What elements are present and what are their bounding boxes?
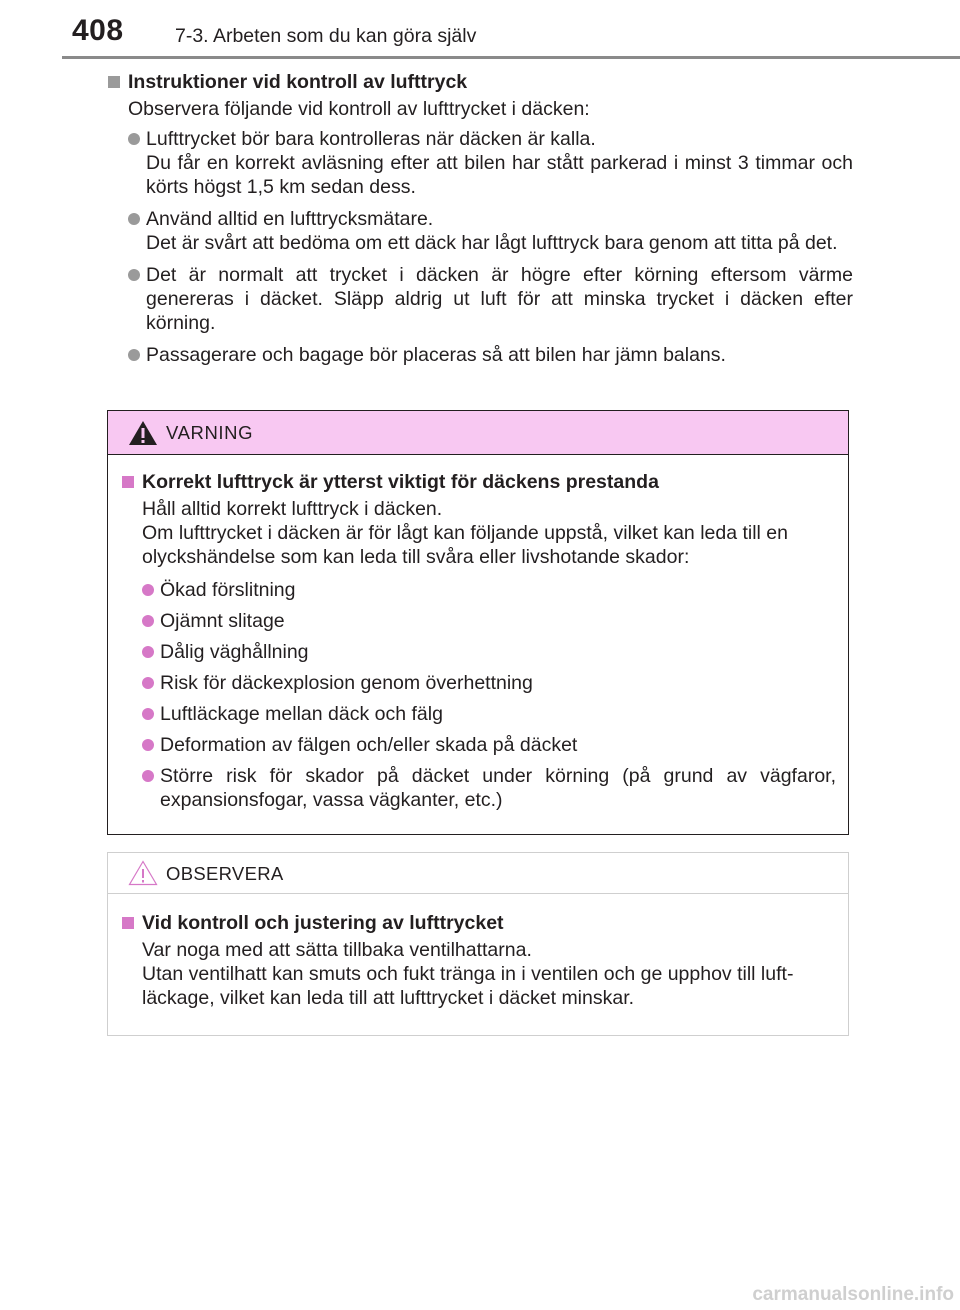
instruction-list bbox=[128, 127, 853, 367]
notice-body bbox=[108, 894, 848, 1010]
section-intro: Observera följande vid kontroll av lufttrycket i däcken: bbox=[128, 98, 590, 120]
list-item bbox=[128, 207, 853, 255]
list-item bbox=[142, 640, 836, 664]
page-number: 408 bbox=[72, 14, 124, 47]
warning-box bbox=[107, 410, 849, 835]
warning-list bbox=[142, 578, 836, 812]
bullet-dot-icon bbox=[142, 584, 154, 596]
notice-text-2: Utan ventilhatt kan smuts och fukt tränga in i ventilen och ge upphov till luft-läckage, vilket kan leda till att lufttrycket i däcket minskar. bbox=[142, 963, 794, 1009]
warning-text-2: Om lufttrycket i däcken är för lågt kan följande uppstå, vilket kan leda till en olyckshändelse som kan leda till svåra eller livshotande skador: bbox=[142, 522, 788, 568]
header-rule bbox=[62, 56, 960, 59]
list-item-text: Lufttrycket bör bara kontrolleras när däcken är kalla. bbox=[146, 128, 596, 150]
bullet-dot-icon bbox=[142, 708, 154, 720]
list-item-text: Ojämnt slitage bbox=[160, 610, 285, 632]
list-item bbox=[128, 127, 853, 199]
notice-header bbox=[108, 853, 848, 894]
warning-text-1: Håll alltid korrekt lufttryck i däcken. bbox=[142, 498, 443, 520]
list-item bbox=[128, 263, 853, 335]
warning-header bbox=[108, 411, 848, 455]
bullet-dot-icon bbox=[142, 770, 154, 782]
list-item-text: Större risk för skador på däcket under körning (på grund av vägfaror, expansionsfogar, vassa vägkanter, etc.) bbox=[160, 765, 836, 811]
list-item-text: Passagerare och bagage bör placeras så att bilen har jämn balans. bbox=[146, 344, 726, 366]
list-item bbox=[128, 343, 853, 367]
bullet-dot-icon bbox=[142, 677, 154, 689]
list-item-text: Det är normalt att trycket i däcken är högre efter körning eftersom värme genereras i däcket. Släpp aldrig ut luft för att minska trycket i däcken efter körning. bbox=[146, 264, 853, 334]
list-item bbox=[142, 671, 836, 695]
chapter-title: 7-3. Arbeten som du kan göra själv bbox=[175, 25, 477, 47]
list-item-text: Använd alltid en lufttrycksmätare. bbox=[146, 208, 434, 230]
list-item bbox=[142, 764, 836, 812]
list-item-subtext: Du får en korrekt avläsning efter att bilen har stått parkerad i minst 3 timmar och körts högst 1,5 km sedan dess. bbox=[146, 152, 853, 198]
notice-triangle-icon bbox=[128, 860, 158, 886]
list-item bbox=[142, 702, 836, 726]
warning-heading-text: Korrekt lufttryck är ytterst viktigt för däckens prestanda bbox=[142, 471, 659, 493]
bullet-dot-icon bbox=[128, 269, 140, 281]
notice-heading-text: Vid kontroll och justering av lufttrycket bbox=[142, 912, 504, 934]
bullet-dot-icon bbox=[142, 646, 154, 658]
page-header bbox=[0, 0, 960, 62]
list-item bbox=[142, 578, 836, 602]
notice-box bbox=[107, 852, 849, 1036]
watermark: carmanualsonline.info bbox=[752, 1284, 954, 1305]
bullet-dot-icon bbox=[142, 739, 154, 751]
notice-text-1: Var noga med att sätta tillbaka ventilhattarna. bbox=[142, 939, 532, 961]
bullet-dot-icon bbox=[142, 615, 154, 627]
list-item-subtext: Det är svårt att bedöma om ett däck har lågt lufttryck bara genom att titta på det. bbox=[146, 232, 838, 254]
list-item bbox=[142, 609, 836, 633]
notice-heading bbox=[122, 911, 836, 935]
warning-title: VARNING bbox=[166, 422, 254, 443]
warning-triangle-icon bbox=[128, 420, 158, 446]
bullet-dot-icon bbox=[128, 213, 140, 225]
square-bullet-icon bbox=[122, 917, 134, 929]
list-item-text: Deformation av fälgen och/eller skada på däcket bbox=[160, 734, 578, 756]
bullet-dot-icon bbox=[128, 349, 140, 361]
square-bullet-icon bbox=[108, 76, 120, 88]
bullet-dot-icon bbox=[128, 133, 140, 145]
list-item bbox=[142, 733, 836, 757]
section-heading-text: Instruktioner vid kontroll av lufttryck bbox=[128, 71, 468, 93]
list-item-text: Luftläckage mellan däck och fälg bbox=[160, 703, 443, 725]
list-item-text: Ökad förslitning bbox=[160, 579, 296, 601]
warning-body bbox=[108, 455, 848, 812]
square-bullet-icon bbox=[122, 476, 134, 488]
section-heading bbox=[108, 70, 853, 94]
list-item-text: Dålig väghållning bbox=[160, 641, 309, 663]
tire-pressure-section bbox=[108, 70, 853, 375]
notice-title: OBSERVERA bbox=[166, 863, 284, 884]
list-item-text: Risk för däckexplosion genom överhettning bbox=[160, 672, 533, 694]
warning-heading bbox=[122, 470, 836, 494]
